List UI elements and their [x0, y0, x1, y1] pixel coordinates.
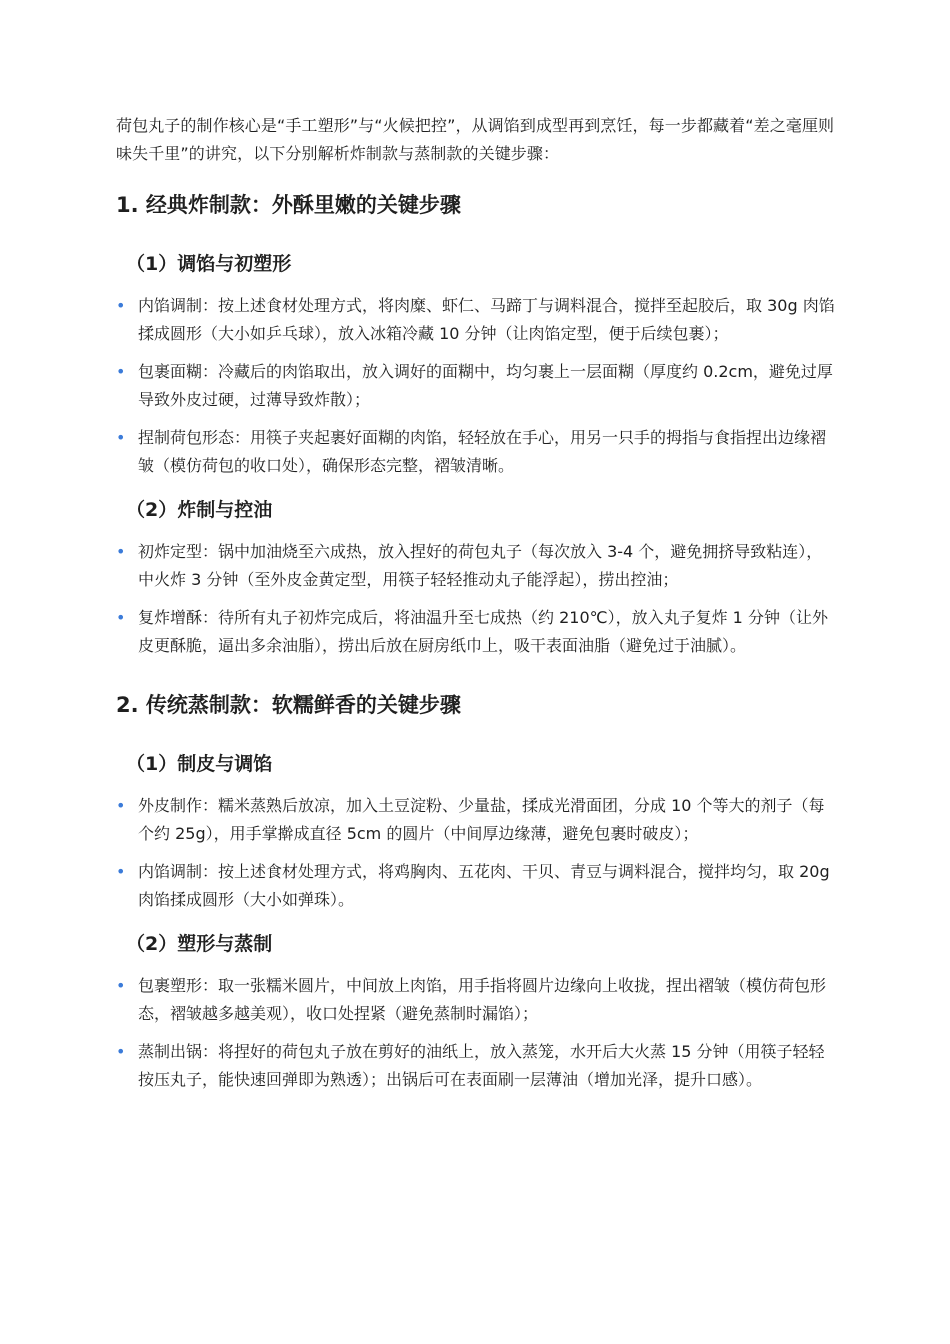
bullet-icon: •	[116, 796, 126, 815]
bullet-icon: •	[116, 542, 126, 561]
list-item	[116, 292, 838, 348]
section-1-sub-2-list	[116, 538, 838, 660]
list-item-text: 内馅调制：按上述食材处理方式，将鸡胸肉、五花肉、干贝、青豆与调料混合，搅拌均匀，取 20g 肉馅揉成圆形（大小如弹珠）。	[138, 862, 830, 909]
section-2-sub-2-list	[116, 972, 838, 1094]
list-item-text: 内馅调制：按上述食材处理方式，将肉糜、虾仁、马蹄丁与调料混合，搅拌至起胶后，取 30g 肉馅揉成圆形（大小如乒乓球），放入冰箱冷藏 10 分钟（让肉馅定型，便于后续包裹）；	[138, 296, 835, 343]
bullet-icon: •	[116, 1042, 126, 1061]
list-item-text: 外皮制作：糯米蒸熟后放凉，加入土豆淀粉、少量盐，揉成光滑面团，分成 10 个等大的剂子（每个约 25g），用手掌擀成直径 5cm 的圆片（中间厚边缘薄，避免包裹时破皮）；	[138, 796, 825, 843]
bullet-icon: •	[116, 296, 126, 315]
section-2-sub-1-title: （1）制皮与调馅	[126, 753, 273, 775]
section-2-sub-2-title: （2）塑形与蒸制	[126, 933, 273, 955]
list-item-text: 初炸定型：锅中加油烧至六成热，放入捏好的荷包丸子（每次放入 3-4 个，避免拥挤导致粘连），中火炸 3 分钟（至外皮金黄定型，用筷子轻轻推动丸子能浮起），捞出控油；	[138, 542, 823, 589]
list-item	[116, 972, 838, 1028]
section-1-title: 1. 经典炸制款：外酥里嫩的关键步骤	[116, 193, 461, 217]
list-item	[116, 538, 838, 594]
section-gap	[116, 676, 838, 690]
intro-paragraph: 荷包丸子的制作核心是“手工塑形”与“火候把控”，从调馅到成型再到烹饪，每一步都藏着“差之毫厘则味失千里”的讲究，以下分别解析炸制款与蒸制款的关键步骤：	[116, 116, 835, 163]
list-item-text: 蒸制出锅：将捏好的荷包丸子放在剪好的油纸上，放入蒸笼，水开后大火蒸 15 分钟（用筷子轻轻按压丸子，能快速回弹即为熟透）；出锅后可在表面刷一层薄油（增加光泽，提升口感）。	[138, 1042, 825, 1089]
section-2-sub-1-list	[116, 792, 838, 914]
list-item	[116, 792, 838, 848]
bullet-icon: •	[116, 608, 126, 627]
list-item-text: 包裹塑形：取一张糯米圆片，中间放上肉馅，用手指将圆片边缘向上收拢，捏出褶皱（模仿荷包形态，褶皱越多越美观），收口处捏紧（避免蒸制时漏馅）；	[138, 976, 827, 1023]
section-1-sub-1-title: （1）调馅与初塑形	[126, 253, 292, 275]
bullet-icon: •	[116, 976, 126, 995]
list-item	[116, 424, 838, 480]
list-item-text: 包裹面糊：冷藏后的肉馅取出，放入调好的面糊中，均匀裹上一层面糊（厚度约 0.2cm，避免过厚导致外皮过硬，过薄导致炸散）；	[138, 362, 833, 409]
bullet-icon: •	[116, 428, 126, 447]
list-item	[116, 604, 838, 660]
list-item	[116, 358, 838, 414]
list-item-text: 复炸增酥：待所有丸子初炸完成后，将油温升至七成热（约 210℃），放入丸子复炸 1 分钟（让外皮更酥脆，逼出多余油脂），捞出后放在厨房纸巾上，吸干表面油脂（避免过于油腻）。	[138, 608, 828, 655]
bullet-icon: •	[116, 362, 126, 381]
list-item	[116, 858, 838, 914]
list-item	[116, 1038, 838, 1094]
section-2-title: 2. 传统蒸制款：软糯鲜香的关键步骤	[116, 693, 461, 717]
section-1-sub-2-title: （2）炸制与控油	[126, 499, 273, 521]
section-1-sub-1-list	[116, 292, 838, 480]
list-item-text: 捏制荷包形态：用筷子夹起裹好面糊的肉馅，轻轻放在手心，用另一只手的拇指与食指捏出边缘褶皱（模仿荷包的收口处），确保形态完整，褶皱清晰。	[138, 428, 827, 475]
bullet-icon: •	[116, 862, 126, 881]
